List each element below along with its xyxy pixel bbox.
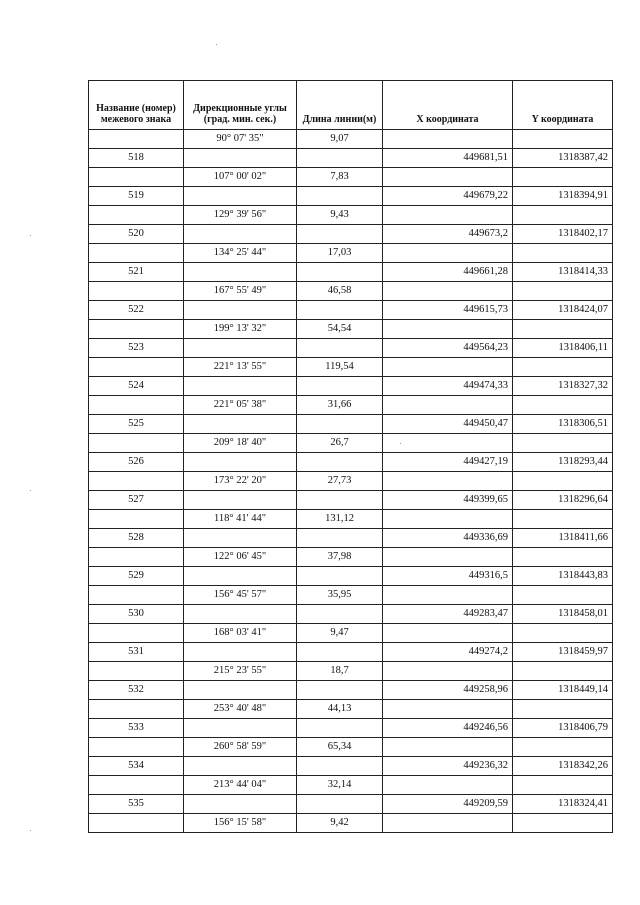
y-cell — [513, 206, 613, 225]
length-cell: 9,07 — [297, 130, 383, 149]
name-cell — [89, 510, 184, 529]
length-cell — [297, 301, 383, 320]
angle-cell — [184, 225, 297, 244]
x-cell — [383, 738, 513, 757]
y-coordinate-cell: 1318296,64 — [513, 491, 613, 510]
angle-cell: 168° 03' 41" — [184, 624, 297, 643]
x-cell — [383, 662, 513, 681]
y-coordinate-cell: 1318424,07 — [513, 301, 613, 320]
angle-cell — [184, 643, 297, 662]
segment-row — [89, 814, 613, 833]
y-cell — [513, 320, 613, 339]
x-cell — [383, 548, 513, 567]
header-y-coordinate: Y координата — [513, 81, 613, 130]
point-row — [89, 529, 613, 548]
segment-row — [89, 586, 613, 605]
x-cell — [383, 396, 513, 415]
length-cell — [297, 719, 383, 738]
name-cell — [89, 586, 184, 605]
x-cell — [383, 624, 513, 643]
header-line-length: Длина линии(м) — [297, 81, 383, 130]
mark-name-cell: 520 — [89, 225, 184, 244]
x-cell — [383, 320, 513, 339]
angle-cell: 213° 44' 04" — [184, 776, 297, 795]
header-mark-name: Название (номер) межевого знака — [89, 81, 184, 130]
length-cell — [297, 453, 383, 472]
x-coordinate-cell: 449661,28 — [383, 263, 513, 282]
name-cell — [89, 738, 184, 757]
mark-name-cell: 525 — [89, 415, 184, 434]
length-cell — [297, 149, 383, 168]
angle-cell: 134° 25' 44" — [184, 244, 297, 263]
y-cell — [513, 282, 613, 301]
angle-cell — [184, 415, 297, 434]
y-cell — [513, 358, 613, 377]
angle-cell: 167° 55' 49" — [184, 282, 297, 301]
y-cell — [513, 586, 613, 605]
x-coordinate-cell: 449564,23 — [383, 339, 513, 358]
segment-row — [89, 396, 613, 415]
angle-cell — [184, 681, 297, 700]
angle-cell — [184, 605, 297, 624]
segment-row — [89, 130, 613, 149]
segment-row — [89, 434, 613, 453]
y-cell — [513, 548, 613, 567]
angle-cell: 253° 40' 48" — [184, 700, 297, 719]
x-coordinate-cell: 449399,65 — [383, 491, 513, 510]
y-cell — [513, 130, 613, 149]
length-cell: 31,66 — [297, 396, 383, 415]
length-cell — [297, 567, 383, 586]
length-cell: 17,03 — [297, 244, 383, 263]
name-cell — [89, 244, 184, 263]
angle-cell — [184, 301, 297, 320]
angle-cell: 90° 07' 35" — [184, 130, 297, 149]
y-cell — [513, 738, 613, 757]
x-cell — [383, 776, 513, 795]
point-row — [89, 795, 613, 814]
y-coordinate-cell: 1318342,26 — [513, 757, 613, 776]
x-coordinate-cell: 449679,22 — [383, 187, 513, 206]
y-coordinate-cell: 1318324,41 — [513, 795, 613, 814]
name-cell — [89, 662, 184, 681]
name-cell — [89, 548, 184, 567]
angle-cell: 173° 22' 20" — [184, 472, 297, 491]
length-cell: 35,95 — [297, 586, 383, 605]
length-cell: 26,7 — [297, 434, 383, 453]
angle-cell: 221° 05' 38" — [184, 396, 297, 415]
y-cell — [513, 510, 613, 529]
length-cell: 46,58 — [297, 282, 383, 301]
angle-cell: 221° 13' 55" — [184, 358, 297, 377]
scan-speck — [30, 830, 31, 831]
length-cell: 9,42 — [297, 814, 383, 833]
point-row — [89, 491, 613, 510]
y-cell — [513, 244, 613, 263]
name-cell — [89, 472, 184, 491]
x-coordinate-cell: 449450,47 — [383, 415, 513, 434]
angle-cell — [184, 453, 297, 472]
angle-cell — [184, 149, 297, 168]
x-coordinate-cell: 449246,56 — [383, 719, 513, 738]
mark-name-cell: 530 — [89, 605, 184, 624]
name-cell — [89, 282, 184, 301]
x-cell — [383, 586, 513, 605]
x-coordinate-cell: 449258,96 — [383, 681, 513, 700]
point-row — [89, 377, 613, 396]
x-cell — [383, 814, 513, 833]
name-cell — [89, 814, 184, 833]
x-coordinate-cell: 449681,51 — [383, 149, 513, 168]
y-coordinate-cell: 1318459,97 — [513, 643, 613, 662]
segment-row — [89, 700, 613, 719]
x-coordinate-cell: 449615,73 — [383, 301, 513, 320]
angle-cell: 118° 41' 44" — [184, 510, 297, 529]
name-cell — [89, 396, 184, 415]
point-row — [89, 453, 613, 472]
point-row — [89, 605, 613, 624]
point-row — [89, 757, 613, 776]
angle-cell — [184, 339, 297, 358]
length-cell: 37,98 — [297, 548, 383, 567]
angle-cell — [184, 567, 297, 586]
mark-name-cell: 528 — [89, 529, 184, 548]
y-cell — [513, 624, 613, 643]
length-cell: 32,14 — [297, 776, 383, 795]
segment-row — [89, 662, 613, 681]
point-row — [89, 225, 613, 244]
y-coordinate-cell: 1318293,44 — [513, 453, 613, 472]
scan-speck — [30, 490, 31, 491]
y-cell — [513, 814, 613, 833]
mark-name-cell: 524 — [89, 377, 184, 396]
angle-cell: 156° 45' 57" — [184, 586, 297, 605]
segment-row — [89, 776, 613, 795]
point-row — [89, 415, 613, 434]
y-cell — [513, 776, 613, 795]
mark-name-cell: 532 — [89, 681, 184, 700]
point-row — [89, 681, 613, 700]
length-cell: 27,73 — [297, 472, 383, 491]
point-row — [89, 339, 613, 358]
x-coordinate-cell: 449283,47 — [383, 605, 513, 624]
length-cell: 9,43 — [297, 206, 383, 225]
y-coordinate-cell: 1318406,79 — [513, 719, 613, 738]
length-cell — [297, 757, 383, 776]
x-coordinate-cell: 449474,33 — [383, 377, 513, 396]
x-cell — [383, 472, 513, 491]
y-cell — [513, 662, 613, 681]
y-cell — [513, 396, 613, 415]
mark-name-cell: 533 — [89, 719, 184, 738]
name-cell — [89, 700, 184, 719]
length-cell — [297, 377, 383, 396]
angle-cell: 199° 13' 32" — [184, 320, 297, 339]
length-cell: 119,54 — [297, 358, 383, 377]
mark-name-cell: 521 — [89, 263, 184, 282]
boundary-marks-table — [88, 80, 613, 833]
segment-row — [89, 244, 613, 263]
x-cell — [383, 206, 513, 225]
length-cell: 54,54 — [297, 320, 383, 339]
x-cell — [383, 244, 513, 263]
length-cell: 9,47 — [297, 624, 383, 643]
segment-row — [89, 738, 613, 757]
angle-cell: 260° 58' 59" — [184, 738, 297, 757]
x-cell — [383, 358, 513, 377]
length-cell — [297, 187, 383, 206]
y-coordinate-cell: 1318414,33 — [513, 263, 613, 282]
length-cell — [297, 415, 383, 434]
mark-name-cell: 535 — [89, 795, 184, 814]
length-cell: 7,83 — [297, 168, 383, 187]
mark-name-cell: 527 — [89, 491, 184, 510]
length-cell — [297, 681, 383, 700]
x-coordinate-cell: 449336,69 — [383, 529, 513, 548]
x-coordinate-cell: 449274,2 — [383, 643, 513, 662]
length-cell — [297, 263, 383, 282]
point-row — [89, 567, 613, 586]
y-cell — [513, 472, 613, 491]
x-coordinate-cell: 449236,32 — [383, 757, 513, 776]
mark-name-cell: 526 — [89, 453, 184, 472]
point-row — [89, 263, 613, 282]
length-cell — [297, 491, 383, 510]
scan-speck — [216, 44, 217, 45]
angle-cell: 129° 39' 56" — [184, 206, 297, 225]
y-coordinate-cell: 1318443,83 — [513, 567, 613, 586]
length-cell: 131,12 — [297, 510, 383, 529]
mark-name-cell: 519 — [89, 187, 184, 206]
mark-name-cell: 531 — [89, 643, 184, 662]
x-coordinate-cell: 449427,19 — [383, 453, 513, 472]
y-coordinate-cell: 1318406,11 — [513, 339, 613, 358]
header-x-coordinate: X координата — [383, 81, 513, 130]
scan-speck — [30, 235, 31, 236]
segment-row — [89, 510, 613, 529]
x-cell — [383, 700, 513, 719]
segment-row — [89, 282, 613, 301]
x-coordinate-cell: 449209,59 — [383, 795, 513, 814]
segment-row — [89, 320, 613, 339]
name-cell — [89, 206, 184, 225]
mark-name-cell: 522 — [89, 301, 184, 320]
x-cell — [383, 168, 513, 187]
length-cell — [297, 605, 383, 624]
name-cell — [89, 358, 184, 377]
angle-cell: 122° 06' 45" — [184, 548, 297, 567]
y-cell — [513, 700, 613, 719]
length-cell: 65,34 — [297, 738, 383, 757]
x-coordinate-cell: 449673,2 — [383, 225, 513, 244]
name-cell — [89, 320, 184, 339]
name-cell — [89, 624, 184, 643]
x-cell — [383, 434, 513, 453]
y-cell — [513, 434, 613, 453]
length-cell: 44,13 — [297, 700, 383, 719]
segment-row — [89, 548, 613, 567]
angle-cell: 156° 15' 58" — [184, 814, 297, 833]
point-row — [89, 301, 613, 320]
y-coordinate-cell: 1318411,66 — [513, 529, 613, 548]
name-cell — [89, 130, 184, 149]
point-row — [89, 643, 613, 662]
segment-row — [89, 624, 613, 643]
angle-cell — [184, 529, 297, 548]
length-cell — [297, 529, 383, 548]
point-row — [89, 719, 613, 738]
x-coordinate-cell: 449316,5 — [383, 567, 513, 586]
angle-cell — [184, 719, 297, 738]
header-row — [89, 81, 613, 130]
point-row — [89, 149, 613, 168]
angle-cell — [184, 263, 297, 282]
y-coordinate-cell: 1318327,32 — [513, 377, 613, 396]
y-cell — [513, 168, 613, 187]
name-cell — [89, 776, 184, 795]
length-cell: 18,7 — [297, 662, 383, 681]
header-direction-angle: Дирекционные углы (град. мин. сек.) — [184, 81, 297, 130]
angle-cell — [184, 795, 297, 814]
mark-name-cell: 534 — [89, 757, 184, 776]
y-coordinate-cell: 1318449,14 — [513, 681, 613, 700]
y-coordinate-cell: 1318387,42 — [513, 149, 613, 168]
angle-cell — [184, 377, 297, 396]
name-cell — [89, 434, 184, 453]
length-cell — [297, 795, 383, 814]
y-coordinate-cell: 1318402,17 — [513, 225, 613, 244]
mark-name-cell: 518 — [89, 149, 184, 168]
y-coordinate-cell: 1318394,91 — [513, 187, 613, 206]
segment-row — [89, 358, 613, 377]
x-cell — [383, 510, 513, 529]
angle-cell — [184, 757, 297, 776]
mark-name-cell: 523 — [89, 339, 184, 358]
y-coordinate-cell: 1318306,51 — [513, 415, 613, 434]
length-cell — [297, 643, 383, 662]
angle-cell: 215° 23' 55" — [184, 662, 297, 681]
segment-row — [89, 206, 613, 225]
segment-row — [89, 472, 613, 491]
name-cell — [89, 168, 184, 187]
y-coordinate-cell: 1318458,01 — [513, 605, 613, 624]
angle-cell — [184, 491, 297, 510]
angle-cell: 209° 18' 40" — [184, 434, 297, 453]
angle-cell — [184, 187, 297, 206]
x-cell — [383, 282, 513, 301]
point-row — [89, 187, 613, 206]
length-cell — [297, 225, 383, 244]
mark-name-cell: 529 — [89, 567, 184, 586]
angle-cell: 107° 00' 02" — [184, 168, 297, 187]
x-cell — [383, 130, 513, 149]
segment-row — [89, 168, 613, 187]
length-cell — [297, 339, 383, 358]
